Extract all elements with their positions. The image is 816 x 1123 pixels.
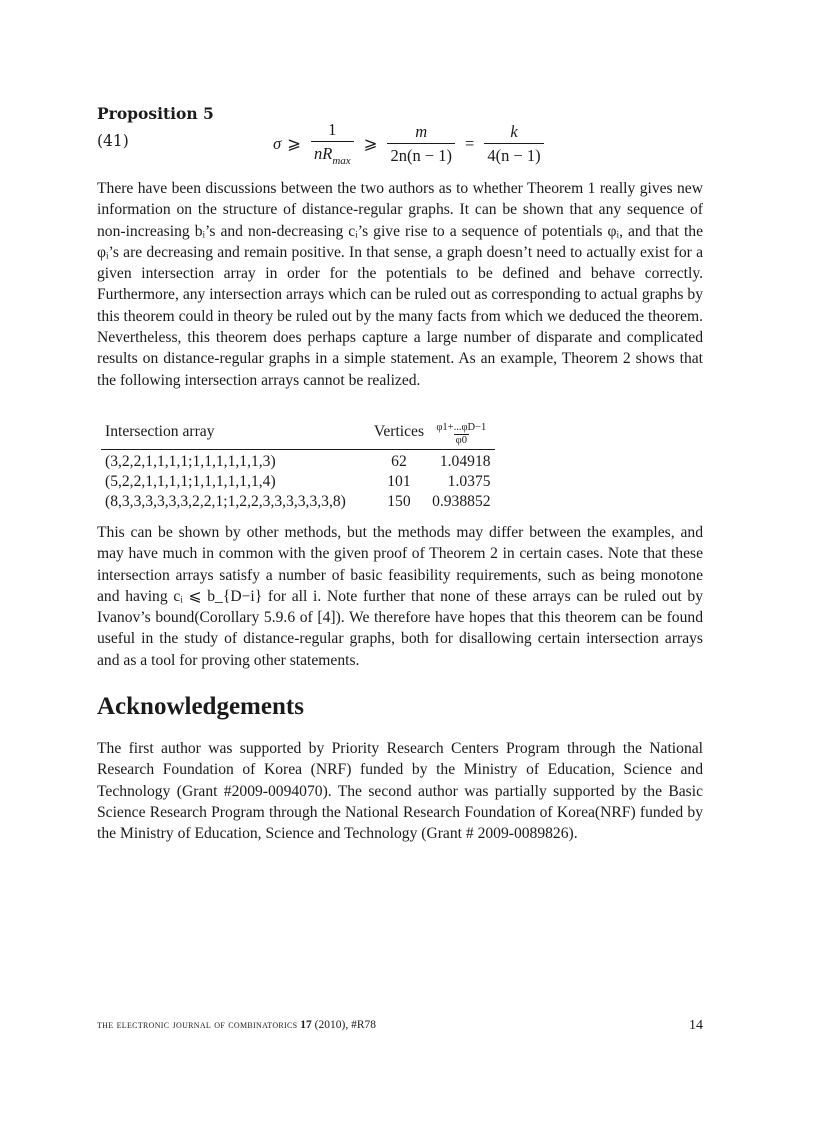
r-var: R bbox=[322, 144, 333, 164]
fraction-1 bbox=[311, 120, 354, 167]
cell-ratio: 1.04918 bbox=[439, 453, 491, 470]
journal-volume: 17 bbox=[300, 1019, 312, 1031]
fraction-1-numerator: 1 bbox=[328, 120, 337, 140]
page-footer bbox=[97, 1019, 703, 1031]
equation-body bbox=[273, 120, 548, 168]
cell-array: (3,2,2,1,1,1,1;1,1,1,1,1,1,3) bbox=[105, 453, 276, 470]
equation-41 bbox=[97, 120, 703, 168]
n-var: n bbox=[313, 144, 323, 164]
cell-vertices: 101 bbox=[387, 473, 411, 490]
fraction-3-numerator: k bbox=[510, 122, 518, 141]
ratio-fraction bbox=[434, 422, 488, 447]
fraction-1-denominator bbox=[311, 141, 354, 167]
table-row bbox=[101, 472, 495, 492]
geq-symbol: ⩾ bbox=[287, 134, 301, 153]
geq-symbol-2: ⩾ bbox=[363, 134, 378, 153]
equals-symbol: = bbox=[465, 134, 475, 153]
acknowledgements-heading: Acknowledgements bbox=[97, 693, 304, 720]
header-intersection-array: Intersection array bbox=[101, 416, 350, 450]
table-row bbox=[101, 450, 495, 473]
cell-ratio: 0.938852 bbox=[432, 493, 491, 510]
intersection-array-table bbox=[101, 416, 495, 512]
cell-array: (5,2,2,1,1,1,1;1,1,1,1,1,1,4) bbox=[105, 473, 276, 490]
max-subscript: max bbox=[332, 154, 351, 167]
journal-name: the electronic journal of combinatorics bbox=[97, 1019, 298, 1031]
fraction-2 bbox=[387, 122, 455, 166]
journal-year-article: (2010), #R78 bbox=[314, 1019, 376, 1031]
methods-paragraph: This can be shown by other methods, but the methods may differ between the examples, and may have much in common with the given proof of Theorem 2 in certain cases. Note that these intersection arrays satisfy a number of basic feasibility requirements, such as being monotone and having cᵢ ⩽ b_{D−i} for all i. Note further that none of these arrays can be ruled out by Ivanov’s bound(Corollary 5.9.6 of [4]). We therefore have hopes that this theorem can be found useful in the study of distance-regular graphs, both for disallowing certain intersection arrays and as a tool for proving other statements. bbox=[97, 524, 703, 669]
acknowledgements-text: The first author was supported by Priority Research Centers Program through the National Research Foundation of Korea (NRF) funded by the Ministry of Education, Science and Technology (Grant #2009-0094070). The second author was partially supported by the Basic Science Research Program through the National Research Foundation of Korea(NRF) funded by the Ministry of Education, Science and Technology (Grant # 2009-0089826). bbox=[97, 740, 703, 843]
header-vertices: Vertices bbox=[350, 416, 428, 450]
cell-vertices: 62 bbox=[391, 453, 407, 470]
equation-number: (41) bbox=[97, 132, 129, 150]
discussion-paragraph: There have been discussions between the two authors as to whether Theorem 1 really gives new information on the structure of distance-regular graphs. It can be shown that any sequence of non-increasing bᵢ’s and non-decreasing cᵢ’s give rise to a sequence of potentials φᵢ, and that the φᵢ’s are decreasing and remain positive. In that sense, a graph doesn’t need to actually exist for a given intersection array in order for the potentials to be defined and behave correctly. Furthermore, any intersection arrays which can be ruled out as corresponding to actual graphs by this theorem could in theory be ruled out by the many facts from which we deduced the theorem. Nevertheless, this theorem does perhaps capture a large number of disparate and complicated results on distance-regular graphs in a simple statement. As an example, Theorem 2 shows that the following intersection arrays cannot be realized. bbox=[97, 180, 703, 389]
fraction-3-denominator: 4(n − 1) bbox=[484, 143, 543, 166]
fraction-3 bbox=[484, 122, 543, 166]
header-ratio bbox=[428, 416, 494, 450]
sigma-symbol: σ bbox=[273, 134, 282, 153]
cell-ratio: 1.0375 bbox=[447, 473, 491, 490]
page-number: 14 bbox=[689, 1018, 703, 1033]
proposition-heading: Proposition 5 bbox=[97, 104, 214, 123]
ratio-numerator: φ1+...φD−1 bbox=[436, 422, 487, 433]
cell-array: (8,3,3,3,3,3,3,2,2,1;1,2,2,3,3,3,3,3,3,8) bbox=[105, 493, 346, 510]
cell-vertices: 150 bbox=[387, 493, 411, 510]
table-row bbox=[101, 492, 495, 512]
fraction-2-denominator: 2n(n − 1) bbox=[387, 143, 455, 166]
table-header-row bbox=[101, 416, 495, 450]
fraction-2-numerator: m bbox=[415, 122, 428, 141]
ratio-denominator: φ0 bbox=[455, 435, 467, 446]
